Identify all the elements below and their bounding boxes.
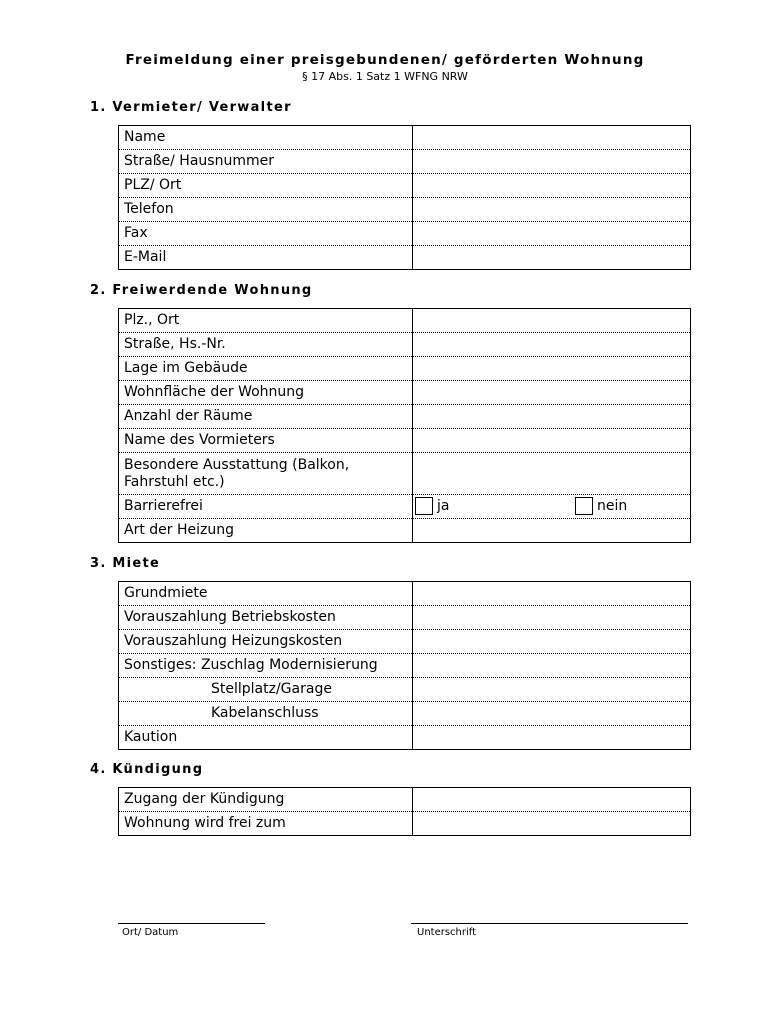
field-input-raeume[interactable] [413, 405, 691, 429]
section-heading-wohnung: 2. Freiwerdende Wohnung [90, 283, 313, 298]
page-title: Freimeldung einer preisgebundenen/ geförderten Wohnung [125, 52, 645, 68]
wohnung-table [118, 308, 691, 543]
field-label: Barrierefrei [119, 495, 413, 519]
field-label: Sonstiges: Zuschlag Modernisierung [119, 654, 413, 678]
field-input-ausstattung[interactable] [413, 453, 691, 495]
field-input-name[interactable] [413, 126, 691, 150]
signature-label: Unterschrift [417, 927, 477, 938]
checkbox-nein-label: nein [597, 498, 628, 514]
field-label: Lage im Gebäude [119, 357, 413, 381]
field-label: Vorauszahlung Heizungskosten [119, 630, 413, 654]
field-input-wohnflaeche[interactable] [413, 381, 691, 405]
field-input-street[interactable] [413, 150, 691, 174]
field-label: Wohnung wird frei zum [119, 812, 413, 836]
field-input-vormieter[interactable] [413, 429, 691, 453]
field-input-betriebskosten[interactable] [413, 606, 691, 630]
section-heading-vermieter: 1. Vermieter/ Verwalter [90, 100, 292, 115]
field-input-strasse[interactable] [413, 333, 691, 357]
field-input-modernisierung[interactable] [413, 654, 691, 678]
place-date-line[interactable] [118, 923, 265, 924]
field-label: Name [119, 126, 413, 150]
field-input-zip-city[interactable] [413, 174, 691, 198]
miete-table [118, 581, 691, 750]
checkbox-ja[interactable] [415, 497, 433, 515]
field-input-heizungskosten[interactable] [413, 630, 691, 654]
field-label: Telefon [119, 198, 413, 222]
field-label: Wohnfläche der Wohnung [119, 381, 413, 405]
field-label: Kaution [119, 726, 413, 750]
field-input-stellplatz[interactable] [413, 678, 691, 702]
vermieter-table [118, 125, 691, 270]
field-input-heizung[interactable] [413, 519, 691, 543]
barrierefrei-options [413, 495, 691, 519]
field-label: Art der Heizung [119, 519, 413, 543]
field-input-kaution[interactable] [413, 726, 691, 750]
field-input-frei-zum[interactable] [413, 812, 691, 836]
kuendigung-table [118, 787, 691, 836]
field-label: Fax [119, 222, 413, 246]
section-heading-kuendigung: 4. Kündigung [90, 762, 204, 777]
field-input-fax[interactable] [413, 222, 691, 246]
field-input-plz-ort[interactable] [413, 309, 691, 333]
field-label: PLZ/ Ort [119, 174, 413, 198]
field-label: Zugang der Kündigung [119, 788, 413, 812]
legal-reference: § 17 Abs. 1 Satz 1 WFNG NRW [302, 70, 468, 83]
checkbox-ja-label: ja [437, 498, 450, 514]
checkbox-nein[interactable] [575, 497, 593, 515]
field-label: Name des Vormieters [119, 429, 413, 453]
field-label: Plz., Ort [119, 309, 413, 333]
field-label: Kabelanschluss [119, 702, 413, 726]
field-label: Vorauszahlung Betriebskosten [119, 606, 413, 630]
field-input-kabelanschluss[interactable] [413, 702, 691, 726]
field-label: Straße/ Hausnummer [119, 150, 413, 174]
field-label: Stellplatz/Garage [119, 678, 413, 702]
field-input-zugang[interactable] [413, 788, 691, 812]
field-input-email[interactable] [413, 246, 691, 270]
section-heading-miete: 3. Miete [90, 556, 161, 571]
field-input-grundmiete[interactable] [413, 582, 691, 606]
field-label: Anzahl der Räume [119, 405, 413, 429]
place-date-label: Ort/ Datum [122, 927, 179, 938]
field-label: Grundmiete [119, 582, 413, 606]
field-input-lage[interactable] [413, 357, 691, 381]
field-label: Straße, Hs.-Nr. [119, 333, 413, 357]
field-input-phone[interactable] [413, 198, 691, 222]
field-label: E-Mail [119, 246, 413, 270]
field-label: Besondere Ausstattung (Balkon, Fahrstuhl etc.) [119, 453, 413, 495]
signature-line[interactable] [411, 923, 688, 924]
